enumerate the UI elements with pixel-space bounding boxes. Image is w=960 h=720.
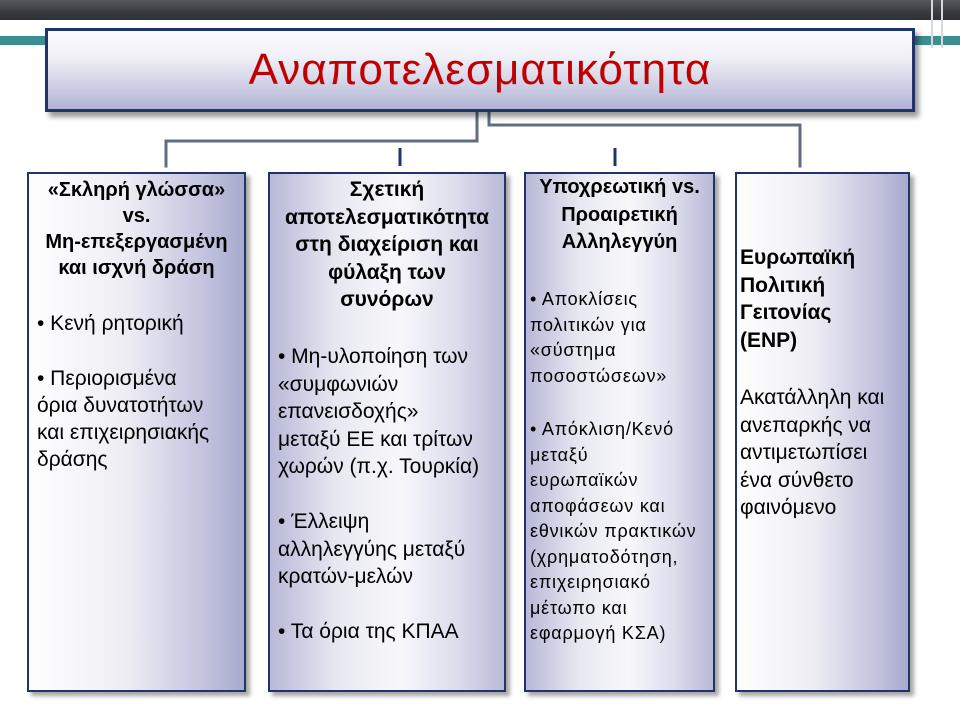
bullet-line: • Έλλειψη [278, 510, 370, 533]
bullet-line: • Περιορισμένα [37, 366, 177, 390]
bullet-item [37, 310, 184, 337]
bullet-line: ευρωπαϊκών [530, 470, 639, 490]
heading-line: vs. [122, 205, 151, 227]
bullet-line: χωρών (π.χ. Τουρκία) [278, 455, 480, 478]
heading-line: (ENP) [740, 328, 798, 352]
body-line: ανεπαρκής να [740, 413, 872, 437]
bullet-item [530, 417, 696, 647]
bullet-line: εθνικών πρακτικών [530, 521, 697, 541]
column-box-4 [735, 172, 910, 692]
heading-line: Πολιτική [740, 273, 826, 297]
bullet-line: μέτωπο και [530, 597, 628, 618]
heading-line: Μη-επεξεργασμένη [45, 231, 228, 253]
heading-line: στη διαχείριση και [295, 233, 479, 256]
heading-line: Σχετική [349, 178, 425, 201]
bullet-line: • Αποκλίσεις [530, 289, 638, 309]
body-line: ένα σύνθετο [740, 468, 854, 492]
bullet-item [278, 508, 465, 591]
column-heading [740, 244, 855, 354]
column-heading [270, 176, 504, 314]
heading-line: Προαιρετική [561, 203, 678, 226]
title-box [45, 28, 915, 112]
body-line: φαινόμενο [740, 496, 837, 519]
bullet-line: και επιχειρησιακής [37, 420, 210, 444]
column-heading [29, 177, 244, 281]
body-line: αντιμετωπίσει [740, 441, 868, 464]
column-box-2 [268, 172, 506, 692]
heading-line: συνόρων [340, 288, 434, 311]
heading-line: Ευρωπαϊκή [740, 246, 856, 269]
column-body [740, 384, 884, 522]
bullet-line: αποφάσεων και [530, 495, 666, 516]
bullet-line: «συμφωνιών [278, 372, 399, 396]
bullet-line: κρατών-μελών [278, 565, 414, 588]
heading-line: Υποχρεωτική vs. [539, 176, 700, 198]
decor-line [941, 0, 943, 48]
slide-title: Αναποτελεσματικότητα [248, 45, 712, 94]
column-box-3 [524, 172, 715, 692]
column-heading [526, 174, 713, 257]
decor-line [931, 0, 933, 48]
bullet-line: • Μη-υλοποίηση των [278, 345, 468, 368]
heading-line: και ισχνή δράση [58, 257, 215, 279]
bullet-line: δράσης [37, 447, 108, 471]
top-band [0, 0, 960, 20]
body-line: Ακατάλληλη και [740, 386, 885, 409]
bullet-line: ποσοστώσεων» [530, 365, 668, 386]
heading-line: αποτελεσματικότητα [284, 205, 490, 229]
bullet-item [530, 287, 667, 389]
heading-line: «Σκληρή γλώσσα» [47, 179, 226, 201]
bullet-line: «σύστημα [530, 340, 617, 360]
accent-stripe-right [914, 36, 960, 45]
bullet-item [278, 618, 459, 646]
bullet-line: μεταξύ ΕΕ και τρίτων [278, 427, 473, 451]
bullet-line: πολιτικών για [530, 314, 647, 335]
heading-line: Γειτονίας [740, 301, 832, 324]
bullet-line: αλληλεγγύης μεταξύ [278, 537, 466, 561]
bullet-line: όρια δυνατοτήτων [37, 393, 204, 417]
bullet-item [37, 365, 209, 473]
bullet-line: • Κενή ρητορική [37, 311, 184, 335]
bullet-item [278, 343, 479, 481]
heading-line: φύλαξη των [328, 260, 446, 284]
bullet-line: (χρηματοδότηση, [530, 546, 679, 567]
bullet-line: μεταξύ [530, 444, 589, 465]
column-box-1 [27, 172, 246, 692]
bullet-line: επιχειρησιακό [530, 572, 651, 592]
bullet-line: • Τα όρια της ΚΠΑΑ [278, 620, 459, 643]
accent-stripe-left [0, 36, 46, 45]
bullet-line: επανεισδοχής» [278, 400, 419, 423]
bullet-line: • Απόκλιση/Κενό [530, 419, 674, 439]
bullet-line: εφαρμογή ΚΣΑ) [530, 623, 667, 643]
heading-line: Αλληλεγγύη [561, 231, 678, 253]
